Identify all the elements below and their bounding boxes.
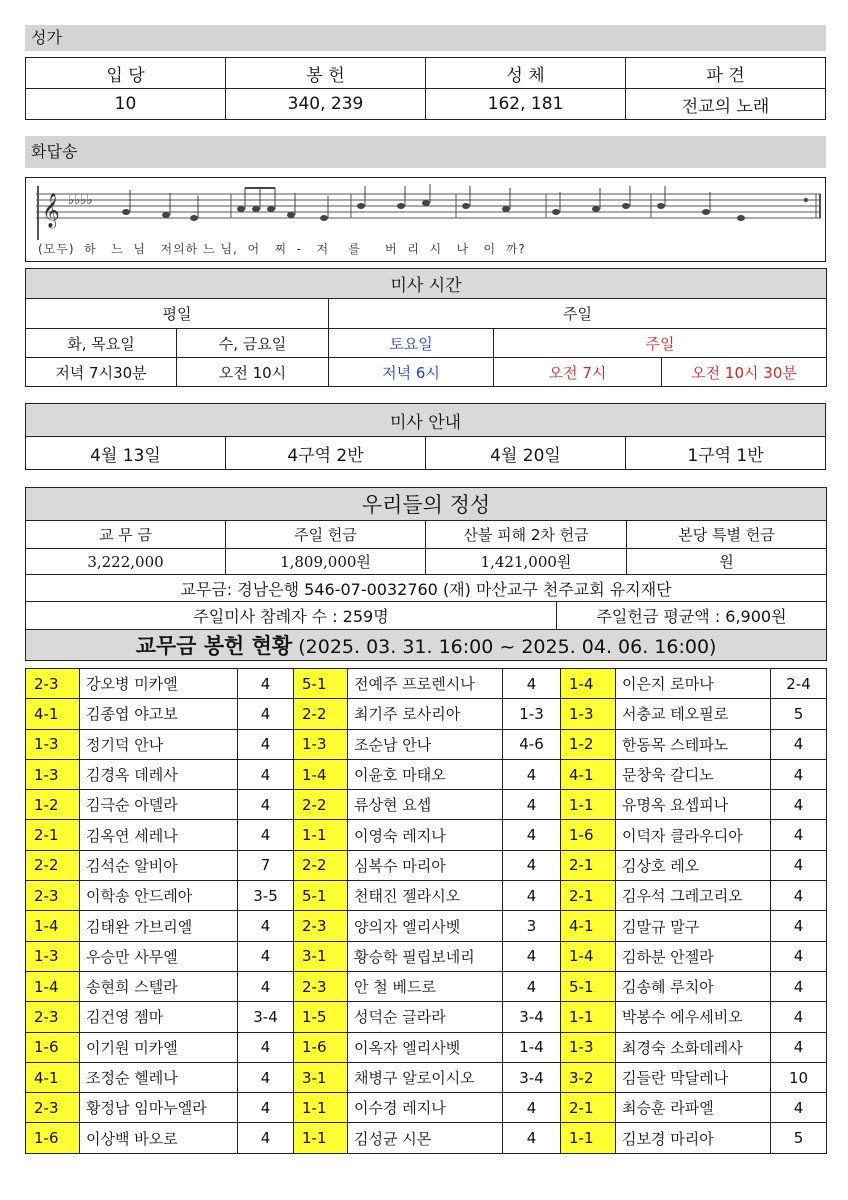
- donor-district: 1-3: [561, 699, 616, 729]
- donor-row: [26, 1093, 827, 1123]
- mass-guide-title: 미사 안내: [26, 404, 826, 437]
- donor-district: 2-1: [561, 1093, 616, 1123]
- donor-district: 1-6: [561, 820, 616, 850]
- donor-district: 2-1: [561, 850, 616, 880]
- donor-name: 김보경 마리아: [616, 1123, 771, 1153]
- donor-months: 4: [771, 790, 827, 820]
- donor-months: 4: [503, 669, 561, 699]
- donor-name: 서충교 테오필로: [616, 699, 771, 729]
- donor-row: [26, 971, 827, 1001]
- donor-district: 5-1: [294, 669, 348, 699]
- mass-guide-cell: 4구역 2반: [226, 437, 426, 470]
- sungga-value: 340, 239: [226, 89, 426, 120]
- donor-months: 4: [503, 1123, 561, 1153]
- donor-name: 강오병 미카엘: [80, 669, 238, 699]
- donor-months: 4: [238, 759, 294, 789]
- donor-months: 3: [503, 911, 561, 941]
- donor-months: 3-5: [238, 881, 294, 911]
- donor-row: [26, 1032, 827, 1062]
- donor-name: 김상호 레오: [616, 850, 771, 880]
- donor-district: 2-2: [294, 790, 348, 820]
- donor-row: [26, 850, 827, 880]
- donor-months: 4: [771, 729, 827, 759]
- donor-name: 조순남 안나: [348, 729, 503, 759]
- donor-district: 4-1: [561, 759, 616, 789]
- day-col: 화, 목요일: [26, 329, 177, 358]
- donor-district: 5-1: [561, 971, 616, 1001]
- donor-name: 김들란 막달레나: [616, 1062, 771, 1092]
- day-col: 수, 금요일: [177, 329, 329, 358]
- donor-months: 4: [238, 820, 294, 850]
- donor-district: 2-1: [561, 881, 616, 911]
- donor-months: 2-4: [771, 669, 827, 699]
- donor-name: 이학송 안드레아: [80, 881, 238, 911]
- donor-months: 4: [771, 881, 827, 911]
- mass-time-title: 미사 시간: [26, 269, 827, 299]
- donor-row: [26, 881, 827, 911]
- donor-district: 1-2: [26, 790, 80, 820]
- donor-months: 10: [771, 1062, 827, 1092]
- donor-district: 1-4: [26, 971, 80, 1001]
- donor-months: 4: [238, 911, 294, 941]
- donor-name: 조정순 헬레나: [80, 1062, 238, 1092]
- donor-months: 7: [238, 850, 294, 880]
- donor-name: 김극순 아델라: [80, 790, 238, 820]
- donor-name: 김말규 말구: [616, 911, 771, 941]
- sunday-label: 주일: [329, 299, 827, 329]
- account-info: 교무금: 경남은행 546-07-0032760 (재) 마산교구 천주교회 유지재단: [26, 575, 827, 602]
- staff-notation: [26, 180, 825, 240]
- donor-district: 1-2: [561, 729, 616, 759]
- music-score: [25, 177, 826, 262]
- donor-name: 김하분 안젤라: [616, 941, 771, 971]
- donor-district: 1-4: [561, 669, 616, 699]
- donor-district: 1-4: [294, 759, 348, 789]
- donor-name: 송현희 스텔라: [80, 971, 238, 1001]
- donor-district: 2-3: [26, 881, 80, 911]
- donor-district: 1-3: [294, 729, 348, 759]
- mass-time-value: 오전 7시: [494, 358, 662, 387]
- donor-row: [26, 911, 827, 941]
- donor-district: 1-1: [561, 1123, 616, 1153]
- attendance-count: 주일미사 참례자 수 : 259명: [26, 602, 557, 630]
- donor-months: 4: [238, 729, 294, 759]
- donor-months: 4: [503, 850, 561, 880]
- donor-district: 1-4: [26, 911, 80, 941]
- donor-name: 정기덕 안나: [80, 729, 238, 759]
- sungga-table: [25, 57, 826, 120]
- donor-district: 1-1: [294, 820, 348, 850]
- offering-header: 교 무 금: [26, 521, 226, 549]
- donor-months: 4: [503, 790, 561, 820]
- donor-district: 1-4: [561, 941, 616, 971]
- donor-months: 4: [771, 1002, 827, 1032]
- donor-name: 황승학 필립보네리: [348, 941, 503, 971]
- donor-district: 2-3: [26, 1002, 80, 1032]
- sungga-header: 파 견: [626, 58, 826, 89]
- donor-months: 4: [771, 941, 827, 971]
- donor-months: 4: [238, 1093, 294, 1123]
- donor-district: 3-1: [294, 941, 348, 971]
- offering-value: 원: [627, 549, 827, 575]
- donor-months: 4: [771, 911, 827, 941]
- donor-district: 4-1: [26, 699, 80, 729]
- donor-months: 5: [771, 1123, 827, 1153]
- donor-name: 김송혜 루치아: [616, 971, 771, 1001]
- donor-district: 1-3: [26, 941, 80, 971]
- donor-row: [26, 729, 827, 759]
- donor-district: 3-2: [561, 1062, 616, 1092]
- donor-district: 1-1: [294, 1093, 348, 1123]
- donor-district: 2-3: [294, 911, 348, 941]
- donor-name: 한동목 스테파노: [616, 729, 771, 759]
- donor-district: 1-3: [26, 759, 80, 789]
- donor-months: 4: [771, 1093, 827, 1123]
- donor-name: 최기주 로사리아: [348, 699, 503, 729]
- donor-name: 성덕순 글라라: [348, 1002, 503, 1032]
- donor-months: 4: [771, 971, 827, 1001]
- donor-row: [26, 759, 827, 789]
- donor-district: 3-1: [294, 1062, 348, 1092]
- donor-district: 1-1: [561, 790, 616, 820]
- donor-district: 2-2: [294, 850, 348, 880]
- weekday-label: 평일: [26, 299, 329, 329]
- status-header: [26, 630, 827, 661]
- donor-district: 1-3: [561, 1032, 616, 1062]
- donor-months: 4: [238, 1062, 294, 1092]
- donor-months: 1-3: [503, 699, 561, 729]
- sungga-header: 성 체: [426, 58, 626, 89]
- donor-name: 김우석 그레고리오: [616, 881, 771, 911]
- donor-row: [26, 1002, 827, 1032]
- mass-guide-cell: 1구역 1반: [626, 437, 826, 470]
- sungga-value: 전교의 노래: [626, 89, 826, 120]
- sungga-value: 162, 181: [426, 89, 626, 120]
- donor-name: 최경숙 소화데레사: [616, 1032, 771, 1062]
- donor-name: 김경옥 데레사: [80, 759, 238, 789]
- mass-time-table: [25, 268, 827, 387]
- offering-header: 본당 특별 헌금: [627, 521, 827, 549]
- psalm-lyrics: (모두) 하 느 님 저의하 느 님, 어 찌 - 저 를 버 리 시 나 이 까?: [38, 242, 526, 256]
- offering-header: 주일 헌금: [226, 521, 426, 549]
- donor-months: 4-6: [503, 729, 561, 759]
- offering-value: 1,421,000원: [426, 549, 627, 575]
- mass-guide-cell: 4월 13일: [26, 437, 226, 470]
- donor-district: 5-1: [294, 881, 348, 911]
- donor-months: 4: [238, 669, 294, 699]
- donor-district: 4-1: [561, 911, 616, 941]
- donor-name: 이상백 바오로: [80, 1123, 238, 1153]
- donor-months: 1-4: [503, 1032, 561, 1062]
- donor-months: 3-4: [238, 1002, 294, 1032]
- donor-months: 4: [771, 1032, 827, 1062]
- donor-months: 4: [238, 941, 294, 971]
- sungga-header: 입 당: [26, 58, 226, 89]
- donor-name: 이윤호 마태오: [348, 759, 503, 789]
- mass-time-value: 저녁 6시: [329, 358, 494, 387]
- donor-row: [26, 820, 827, 850]
- donor-months: 3-4: [503, 1062, 561, 1092]
- donor-name: 김옥연 세레나: [80, 820, 238, 850]
- sungga-title: 성가: [25, 25, 826, 51]
- donor-months: 4: [503, 759, 561, 789]
- donor-months: 4: [771, 759, 827, 789]
- donor-row: [26, 1062, 827, 1092]
- donor-name: 문창욱 갈디노: [616, 759, 771, 789]
- donor-name: 채병구 알로이시오: [348, 1062, 503, 1092]
- donor-row: [26, 669, 827, 699]
- donor-name: 김건영 젬마: [80, 1002, 238, 1032]
- svg-text:𝄞: 𝄞: [42, 193, 60, 228]
- donor-name: 황정남 임마누엘라: [80, 1093, 238, 1123]
- offering-header: 산불 피해 2차 헌금: [426, 521, 627, 549]
- donor-name: 양의자 엘리사벳: [348, 911, 503, 941]
- donor-months: 4: [503, 971, 561, 1001]
- svg-text:♭♭♭♭: ♭♭♭♭: [68, 193, 93, 208]
- mass-guide-table: [25, 403, 826, 470]
- mass-guide-cell: 4월 20일: [426, 437, 626, 470]
- donor-name: 김성균 시몬: [348, 1123, 503, 1153]
- donor-name: 이수경 레지나: [348, 1093, 503, 1123]
- donor-name: 박봉수 에우세비오: [616, 1002, 771, 1032]
- sungga-value: 10: [26, 89, 226, 120]
- donor-months: 4: [238, 1123, 294, 1153]
- status-title: 교무금 봉헌 현황: [135, 634, 293, 658]
- sungga-header: 봉 헌: [226, 58, 426, 89]
- donor-months: 4: [503, 941, 561, 971]
- donor-district: 2-3: [26, 669, 80, 699]
- donor-name: 류상현 요셉: [348, 790, 503, 820]
- donor-months: 5: [771, 699, 827, 729]
- offering-title: 우리들의 정성: [26, 488, 827, 521]
- donor-district: 1-6: [294, 1032, 348, 1062]
- donor-name: 최승훈 라파엘: [616, 1093, 771, 1123]
- donor-months: 3-4: [503, 1002, 561, 1032]
- donor-district: 1-1: [294, 1123, 348, 1153]
- donor-months: 4: [503, 881, 561, 911]
- donor-months: 4: [238, 971, 294, 1001]
- donor-months: 4: [503, 1093, 561, 1123]
- donor-row: [26, 941, 827, 971]
- donor-district: 2-2: [26, 850, 80, 880]
- donor-name: 김종엽 야고보: [80, 699, 238, 729]
- donor-months: 4: [771, 820, 827, 850]
- hwadapsong-title: 화답송: [25, 136, 826, 168]
- donor-table: [25, 668, 827, 1154]
- donor-row: [26, 1123, 827, 1153]
- donor-months: 4: [238, 699, 294, 729]
- offering-value: 3,222,000: [26, 549, 226, 575]
- donor-months: 4: [771, 850, 827, 880]
- donor-name: 안 철 베드로: [348, 971, 503, 1001]
- donor-district: 2-3: [26, 1093, 80, 1123]
- status-period: (2025. 03. 31. 16:00 ~ 2025. 04. 06. 16:00): [298, 636, 717, 658]
- donor-district: 2-3: [294, 971, 348, 1001]
- donor-name: 이덕자 클라우디아: [616, 820, 771, 850]
- donor-district: 1-6: [26, 1123, 80, 1153]
- donor-row: [26, 699, 827, 729]
- donor-name: 이기원 미카엘: [80, 1032, 238, 1062]
- donor-name: 김태완 가브리엘: [80, 911, 238, 941]
- donor-district: 2-1: [26, 820, 80, 850]
- donor-months: 4: [503, 820, 561, 850]
- mass-time-value: 오전 10시: [177, 358, 329, 387]
- donor-district: 1-6: [26, 1032, 80, 1062]
- saturday-col: 토요일: [329, 329, 494, 358]
- donor-months: 4: [238, 1032, 294, 1062]
- sunday-col: 주일: [494, 329, 827, 358]
- average-offering: 주일헌금 평균액 : 6,900원: [557, 602, 827, 630]
- donor-name: 김석순 알비아: [80, 850, 238, 880]
- donor-name: 유명옥 요셉피나: [616, 790, 771, 820]
- donor-months: 4: [238, 790, 294, 820]
- donor-name: 전예주 프로렌시나: [348, 669, 503, 699]
- donor-name: 이은지 로마나: [616, 669, 771, 699]
- offering-value: 1,809,000원: [226, 549, 426, 575]
- donor-district: 1-5: [294, 1002, 348, 1032]
- donor-name: 우승만 사무엘: [80, 941, 238, 971]
- donor-name: 천태진 젤라시오: [348, 881, 503, 911]
- offering-table: [25, 487, 827, 661]
- donor-name: 이옥자 엘리사벳: [348, 1032, 503, 1062]
- donor-district: 1-1: [561, 1002, 616, 1032]
- mass-time-value: 저녁 7시30분: [26, 358, 177, 387]
- donor-name: 이영숙 레지나: [348, 820, 503, 850]
- donor-district: 4-1: [26, 1062, 80, 1092]
- mass-time-value: 오전 10시 30분: [662, 358, 827, 387]
- donor-name: 심복수 마리아: [348, 850, 503, 880]
- donor-district: 1-3: [26, 729, 80, 759]
- donor-row: [26, 790, 827, 820]
- donor-district: 2-2: [294, 699, 348, 729]
